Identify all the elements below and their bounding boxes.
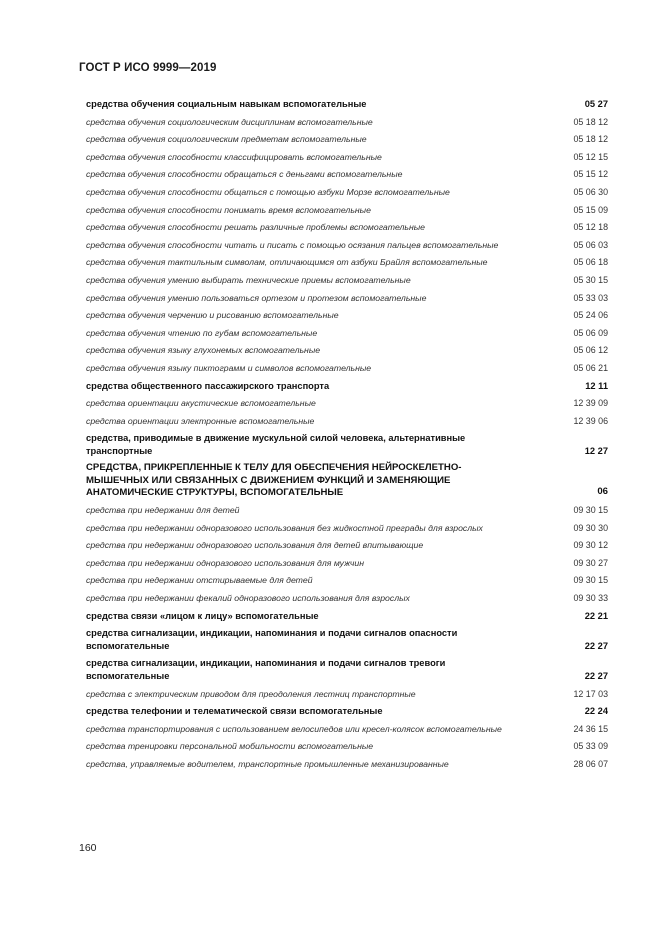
index-entry-code: 06 — [597, 486, 608, 498]
index-entry-term: средства тренировки персональной мобильности вспомогательные — [86, 741, 374, 752]
index-entry-code: 05 18 12 — [573, 116, 608, 127]
index-entry-code: 22 27 — [584, 640, 608, 651]
index-entry — [86, 462, 608, 499]
index-entry-term: средства ориентации электронные вспомогательные — [86, 415, 315, 426]
index-entry-code: 09 30 27 — [573, 557, 608, 568]
index-entry-code: 05 15 09 — [573, 204, 608, 215]
index-entry — [86, 610, 608, 623]
index-entry-code: 22 21 — [584, 610, 608, 621]
index-entry-term: средства обучения способности решать различные проблемы вспомогательные — [86, 222, 425, 233]
index-entry-code: 05 30 15 — [573, 274, 608, 285]
index-entry — [86, 740, 608, 753]
index-entry-term: средства при недержании отстирываемые для детей — [86, 575, 313, 586]
index-entry — [86, 344, 608, 357]
index-entries-list — [86, 98, 608, 776]
index-entry — [86, 432, 608, 457]
index-entry-term: средства связи «лицом к лицу» вспомогательные — [86, 610, 319, 621]
index-entry-term: средства, управляемые водителем, транспортные промышленные механизированные — [86, 758, 449, 769]
index-entry-code: 09 30 12 — [573, 540, 608, 551]
index-entry — [86, 98, 608, 111]
index-entry — [86, 151, 608, 164]
index-entry-term: средства общественного пассажирского транспорта — [86, 380, 330, 391]
index-entry-term: средства сигнализации, индикации, напоминания и подачи сигналов тревоги вспомогательные — [86, 658, 446, 682]
index-entry-term: СРЕДСТВА, ПРИКРЕПЛЕННЫЕ К ТЕЛУ ДЛЯ ОБЕСПЕЧЕНИЯ НЕЙРОСКЕЛЕТНО-МЫШЕЧНЫХ ИЛИ СВЯЗАННЫХ С ДВИЖЕНИЕМ ФУНКЦИЙ И ЗАМЕНЯЮЩИЕ АНАТОМИЧЕСКИЕ СТРУКТУРЫ, ВСПОМОГАТЕЛЬНЫЕ — [86, 462, 462, 498]
index-entry-term: средства, приводимые в движение мускульной силой человека, альтернативные транспортные — [86, 433, 466, 456]
index-entry — [86, 557, 608, 570]
index-entry — [86, 327, 608, 340]
index-entry — [86, 688, 608, 701]
index-entry-term: средства при недержании одноразового использования для мужчин — [86, 557, 365, 568]
index-entry-code: 05 06 21 — [573, 362, 608, 373]
index-entry — [86, 256, 608, 269]
index-entry-term: средства обучения социальным навыкам вспомогательные — [86, 99, 367, 109]
index-entry — [86, 221, 608, 234]
index-entry-code: 22 24 — [584, 706, 608, 717]
index-entry-code: 05 12 18 — [573, 222, 608, 233]
index-entry — [86, 705, 608, 718]
index-entry-term: средства обучения способности общаться с помощью азбуки Морзе вспомогательные — [86, 186, 450, 197]
index-entry-term: средства сигнализации, индикации, напоминания и подачи сигналов опасности вспомогательные — [86, 628, 458, 651]
index-entry-term: средства транспортирования с использованием велосипедов или кресел-колясок вспомогательные — [86, 723, 502, 734]
index-entry-term: средства обучения языку пиктограмм и символов вспомогательные — [86, 362, 372, 373]
index-entry-code: 12 11 — [585, 380, 608, 391]
index-entry — [86, 592, 608, 605]
index-entry-code: 05 06 18 — [573, 257, 608, 268]
index-entry-term: средства при недержании одноразового использования для детей впитывающие — [86, 540, 424, 551]
index-entry — [86, 415, 608, 428]
index-entry — [86, 758, 608, 771]
index-entry — [86, 116, 608, 129]
index-entry — [86, 380, 608, 393]
index-entry — [86, 522, 608, 535]
index-entry-term: средства при недержании одноразового использования без жидкостной преграды для взрослых — [86, 522, 483, 533]
index-entry-term: средства обучения способности понимать время вспомогательные — [86, 204, 371, 215]
document-header-title: ГОСТ Р ИСО 9999—2019 — [79, 62, 217, 74]
index-entry-code: 12 27 — [584, 445, 608, 456]
index-entry-term: средства обучения способности обращаться с деньгами вспомогательные — [86, 169, 403, 180]
index-entry-code: 05 33 03 — [573, 292, 608, 303]
index-entry-term: средства обучения социологическим предметам вспомогательные — [86, 134, 367, 145]
index-entry-code: 09 30 30 — [573, 522, 608, 533]
index-entry-term: средства обучения языку глухонемых вспомогательные — [86, 345, 321, 356]
index-entry — [86, 204, 608, 217]
index-entry-term: средства обучения тактильным символам, отличающимся от азбуки Брайля вспомогательные — [86, 257, 488, 268]
index-entry — [86, 539, 608, 552]
index-entry-code: 28 06 07 — [573, 758, 608, 769]
index-entry-term: средства обучения умению выбирать технические приемы вспомогательные — [86, 274, 411, 285]
index-entry-term: средства обучения способности классифицировать вспомогательные — [86, 151, 382, 162]
index-entry-term: средства телефонии и телематической связи вспомогательные — [86, 706, 383, 717]
index-entry — [86, 239, 608, 252]
index-entry-code: 05 33 09 — [573, 741, 608, 752]
index-entry-code: 12 39 06 — [573, 415, 608, 426]
index-entry — [86, 397, 608, 410]
index-entry-term: средства обучения умению пользоваться ортезом и протезом вспомогательные — [86, 292, 427, 303]
index-entry-code: 05 06 30 — [573, 186, 608, 197]
index-entry-code: 05 24 06 — [573, 310, 608, 321]
index-entry-code: 05 15 12 — [573, 169, 608, 180]
index-entry — [86, 309, 608, 322]
index-entry-code: 12 17 03 — [573, 688, 608, 699]
index-entry — [86, 504, 608, 517]
page-number: 160 — [79, 842, 97, 854]
index-entry-code: 05 12 15 — [573, 151, 608, 162]
index-entry-term: средства при недержании фекалий одноразового использования для взрослых — [86, 593, 410, 604]
index-entry-code: 12 39 09 — [573, 398, 608, 409]
index-entry-code: 22 27 — [584, 671, 608, 682]
index-entry-code: 05 18 12 — [573, 134, 608, 145]
index-entry — [86, 274, 608, 287]
index-entry — [86, 133, 608, 146]
index-entry-code: 09 30 33 — [573, 593, 608, 604]
index-entry-code: 05 06 09 — [573, 327, 608, 338]
index-entry-code: 05 06 12 — [573, 345, 608, 356]
index-entry-term: средства обучения черчению и рисованию вспомогательные — [86, 310, 339, 321]
index-entry-term: средства при недержании для детей — [86, 505, 240, 516]
index-entry — [86, 362, 608, 375]
index-entry-term: средства обучения способности читать и писать с помощью осязания пальцев вспомогательные — [86, 239, 499, 250]
index-entry — [86, 186, 608, 199]
index-entry — [86, 168, 608, 181]
index-entry-code: 24 36 15 — [573, 723, 608, 734]
index-entry — [86, 657, 608, 682]
index-entry-term: средства обучения социологическим дисциплинам вспомогательные — [86, 116, 373, 127]
index-entry-code: 05 06 03 — [573, 239, 608, 250]
index-entry — [86, 574, 608, 587]
index-entry-code: 05 27 — [584, 99, 608, 109]
index-entry — [86, 723, 608, 736]
index-entry-term: средства с электрическим приводом для преодоления лестниц транспортные — [86, 688, 416, 699]
index-entry-term: средства обучения чтению по губам вспомогательные — [86, 327, 318, 338]
index-entry-term: средства ориентации акустические вспомогательные — [86, 398, 316, 409]
index-entry-code: 09 30 15 — [573, 575, 608, 586]
index-entry-code: 09 30 15 — [573, 505, 608, 516]
index-entry — [86, 292, 608, 305]
index-entry — [86, 627, 608, 652]
